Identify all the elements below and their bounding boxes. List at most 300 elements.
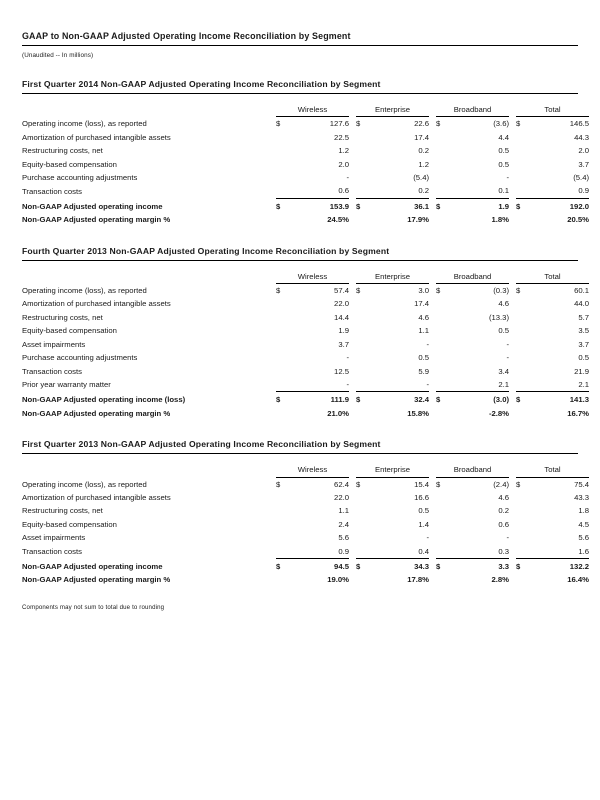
column-gap xyxy=(349,518,356,531)
cell-enterprise: 17.4 xyxy=(414,132,430,142)
column-gap xyxy=(349,213,356,226)
column-gap xyxy=(349,378,356,392)
column-header-label xyxy=(22,463,276,477)
cell-enterprise: 17.4 xyxy=(414,299,430,309)
currency-symbol xyxy=(436,213,450,226)
column-header-total: Total xyxy=(516,463,589,477)
currency-symbol: $ xyxy=(436,201,441,211)
currency-symbol: $ xyxy=(276,479,281,489)
currency-symbol xyxy=(436,573,450,586)
cell-wireless: 5.6 xyxy=(338,533,350,543)
cell-wireless: 0.6 xyxy=(290,184,349,198)
row-label: Restructuring costs, net xyxy=(22,146,103,156)
column-gap xyxy=(509,284,516,298)
cell-enterprise: 1.4 xyxy=(418,519,430,529)
column-gap xyxy=(429,213,436,226)
table-row xyxy=(22,184,589,198)
cell-enterprise: - xyxy=(426,533,430,543)
cell-broadband: 0.1 xyxy=(450,184,509,198)
currency-symbol: $ xyxy=(356,561,361,571)
cell-broadband: 3.3 xyxy=(498,561,510,571)
column-gap xyxy=(429,518,436,531)
cell-broadband: - xyxy=(506,533,510,543)
cell-broadband: 0.5 xyxy=(498,159,510,169)
currency-symbol xyxy=(276,338,290,351)
cell-total: 60.1 xyxy=(574,286,590,296)
cell-wireless: 94.5 xyxy=(334,561,350,571)
cell-total: 5.6 xyxy=(578,533,590,543)
cell-broadband: (0.3) xyxy=(493,286,510,296)
currency-symbol xyxy=(516,131,530,144)
cell-broadband: 0.2 xyxy=(498,506,510,516)
row-label: Operating income (loss), as reported xyxy=(22,479,147,489)
column-gap xyxy=(429,545,436,559)
currency-symbol xyxy=(436,144,450,157)
currency-symbol xyxy=(436,171,450,184)
currency-symbol xyxy=(436,158,450,171)
column-gap xyxy=(509,213,516,226)
currency-symbol xyxy=(356,351,370,364)
table-row xyxy=(22,311,589,324)
cell-total: 43.3 xyxy=(574,492,590,502)
currency-symbol: $ xyxy=(436,286,441,296)
column-gap xyxy=(429,378,436,392)
cell-total: 1.6 xyxy=(530,545,589,559)
currency-symbol xyxy=(276,407,290,420)
cell-total: 1.8 xyxy=(578,506,590,516)
table-row xyxy=(22,144,589,157)
column-gap xyxy=(429,144,436,157)
section-q1-2014 xyxy=(22,78,590,227)
row-label: Non-GAAP Adjusted operating income (loss) xyxy=(22,395,186,405)
column-gap xyxy=(509,392,516,407)
currency-symbol: $ xyxy=(516,479,521,489)
column-gap xyxy=(349,463,356,477)
cell-enterprise: 16.6 xyxy=(414,492,430,502)
table-row-margin xyxy=(22,573,589,586)
cell-enterprise: 22.6 xyxy=(414,119,430,129)
cell-broadband: 2.1 xyxy=(450,378,509,392)
currency-symbol xyxy=(516,184,530,198)
cell-enterprise: 17.8% xyxy=(407,575,430,585)
table-row-margin xyxy=(22,407,589,420)
currency-symbol xyxy=(436,311,450,324)
currency-symbol xyxy=(356,531,370,544)
cell-total: 3.7 xyxy=(578,339,590,349)
currency-symbol xyxy=(516,144,530,157)
currency-symbol xyxy=(276,491,290,504)
cell-broadband: -2.8% xyxy=(488,408,510,418)
column-gap xyxy=(429,558,436,573)
column-header-wireless: Wireless xyxy=(276,103,349,117)
currency-symbol xyxy=(516,365,530,378)
currency-symbol: $ xyxy=(276,561,281,571)
column-header-broadband: Broadband xyxy=(436,103,509,117)
currency-symbol xyxy=(516,158,530,171)
cell-wireless: 1.2 xyxy=(338,146,350,156)
cell-broadband: - xyxy=(506,353,510,363)
currency-symbol xyxy=(276,297,290,310)
currency-symbol xyxy=(356,158,370,171)
column-gap xyxy=(509,198,516,213)
currency-symbol: $ xyxy=(436,561,441,571)
currency-symbol: $ xyxy=(356,479,361,489)
reconciliation-table xyxy=(22,270,589,420)
column-gap xyxy=(349,531,356,544)
column-gap xyxy=(509,558,516,573)
currency-symbol xyxy=(516,213,530,226)
currency-symbol xyxy=(436,504,450,517)
currency-symbol xyxy=(356,324,370,337)
cell-wireless: 57.4 xyxy=(334,286,350,296)
column-gap xyxy=(349,338,356,351)
cell-enterprise: 15.4 xyxy=(414,479,430,489)
cell-wireless: 62.4 xyxy=(334,479,350,489)
currency-symbol xyxy=(436,351,450,364)
currency-symbol xyxy=(436,338,450,351)
cell-wireless: 3.7 xyxy=(338,339,350,349)
column-gap xyxy=(509,365,516,378)
cell-broadband: 1.9 xyxy=(498,201,510,211)
cell-total: 3.7 xyxy=(578,159,590,169)
reconciliation-table xyxy=(22,463,589,587)
row-label: Non-GAAP Adjusted operating income xyxy=(22,201,163,211)
cell-total: (5.4) xyxy=(573,173,590,183)
currency-symbol xyxy=(516,338,530,351)
column-gap xyxy=(429,158,436,171)
row-label: Amortization of purchased intangible assets xyxy=(22,492,171,502)
row-label: Non-GAAP Adjusted operating margin % xyxy=(22,215,171,225)
column-gap xyxy=(429,338,436,351)
cell-wireless: 12.5 xyxy=(334,366,350,376)
column-gap xyxy=(349,491,356,504)
table-row xyxy=(22,545,589,559)
currency-symbol xyxy=(356,378,370,392)
table-header-row xyxy=(22,463,589,477)
cell-broadband: 4.4 xyxy=(498,132,510,142)
cell-broadband: 3.4 xyxy=(498,366,510,376)
currency-symbol: $ xyxy=(516,395,521,405)
column-gap xyxy=(509,491,516,504)
cell-broadband: (3.6) xyxy=(493,119,510,129)
section-title: Fourth Quarter 2013 Non-GAAP Adjusted Operating Income Reconciliation by Segment xyxy=(22,245,578,261)
column-header-label xyxy=(22,103,276,117)
table-row xyxy=(22,351,589,364)
column-gap xyxy=(349,351,356,364)
cell-wireless: 19.0% xyxy=(327,575,350,585)
table-row xyxy=(22,378,589,392)
column-gap xyxy=(429,477,436,491)
table-row xyxy=(22,491,589,504)
column-gap xyxy=(509,144,516,157)
column-header-total: Total xyxy=(516,103,589,117)
cell-enterprise: 1.2 xyxy=(418,159,430,169)
column-gap xyxy=(349,504,356,517)
currency-symbol: $ xyxy=(276,201,281,211)
cell-total: 2.1 xyxy=(530,378,589,392)
column-gap xyxy=(349,284,356,298)
cell-enterprise: (5.4) xyxy=(413,173,430,183)
column-header-broadband: Broadband xyxy=(436,270,509,284)
currency-symbol xyxy=(436,297,450,310)
cell-total: 141.3 xyxy=(569,395,590,405)
column-gap xyxy=(429,407,436,420)
cell-wireless: - xyxy=(346,173,350,183)
column-gap xyxy=(509,518,516,531)
cell-broadband: 4.6 xyxy=(498,299,510,309)
column-header-enterprise: Enterprise xyxy=(356,103,429,117)
cell-broadband: (2.4) xyxy=(493,479,510,489)
row-label: Amortization of purchased intangible assets xyxy=(22,132,171,142)
cell-enterprise: - xyxy=(370,378,429,392)
table-row xyxy=(22,158,589,171)
column-gap xyxy=(349,365,356,378)
currency-symbol: $ xyxy=(436,119,441,129)
currency-symbol xyxy=(276,545,290,559)
row-label: Equity-based compensation xyxy=(22,326,117,336)
currency-symbol xyxy=(356,365,370,378)
column-gap xyxy=(349,171,356,184)
currency-symbol: $ xyxy=(436,395,441,405)
cell-total: 3.5 xyxy=(578,326,590,336)
currency-symbol xyxy=(516,518,530,531)
currency-symbol xyxy=(356,338,370,351)
cell-broadband: 0.5 xyxy=(498,146,510,156)
row-label: Restructuring costs, net xyxy=(22,312,103,322)
column-gap xyxy=(509,131,516,144)
row-label: Operating income (loss), as reported xyxy=(22,286,147,296)
cell-total: 75.4 xyxy=(574,479,590,489)
currency-symbol: $ xyxy=(276,395,281,405)
column-gap xyxy=(429,198,436,213)
currency-symbol xyxy=(276,171,290,184)
currency-symbol xyxy=(276,158,290,171)
currency-symbol xyxy=(436,184,450,198)
cell-wireless: 2.4 xyxy=(338,519,350,529)
column-gap xyxy=(429,463,436,477)
cell-broadband: 0.5 xyxy=(498,326,510,336)
currency-symbol xyxy=(356,171,370,184)
column-gap xyxy=(509,351,516,364)
column-gap xyxy=(509,338,516,351)
cell-enterprise: 17.9% xyxy=(407,215,430,225)
row-label: Purchase accounting adjustments xyxy=(22,353,138,363)
cell-enterprise: 5.9 xyxy=(418,366,430,376)
cell-wireless: 22.5 xyxy=(334,132,350,142)
column-gap xyxy=(429,351,436,364)
cell-broadband: - xyxy=(506,339,510,349)
cell-enterprise: 4.6 xyxy=(418,312,430,322)
column-gap xyxy=(349,297,356,310)
currency-symbol xyxy=(516,491,530,504)
column-gap xyxy=(509,378,516,392)
column-gap xyxy=(349,477,356,491)
section-title: First Quarter 2014 Non-GAAP Adjusted Operating Income Reconciliation by Segment xyxy=(22,78,578,94)
column-gap xyxy=(509,311,516,324)
table-row xyxy=(22,117,589,131)
document-subtitle: (Unaudited -- In millions) xyxy=(22,52,94,59)
cell-total: 16.4% xyxy=(567,575,590,585)
table-row xyxy=(22,171,589,184)
currency-symbol xyxy=(356,311,370,324)
row-label: Amortization of purchased intangible assets xyxy=(22,299,171,309)
column-header-broadband: Broadband xyxy=(436,463,509,477)
column-gap xyxy=(349,158,356,171)
cell-enterprise: 1.1 xyxy=(418,326,430,336)
currency-symbol xyxy=(516,171,530,184)
document-header xyxy=(22,30,578,60)
cell-total: 146.5 xyxy=(569,119,590,129)
column-gap xyxy=(429,365,436,378)
reconciliation-table xyxy=(22,103,589,227)
column-gap xyxy=(509,531,516,544)
currency-symbol xyxy=(436,491,450,504)
currency-symbol xyxy=(436,378,450,392)
cell-total: 2.0 xyxy=(578,146,590,156)
column-gap xyxy=(349,184,356,198)
column-header-enterprise: Enterprise xyxy=(356,270,429,284)
currency-symbol xyxy=(436,545,450,559)
cell-broadband: (3.0) xyxy=(493,395,510,405)
section-q4-2013 xyxy=(22,245,590,420)
section-title: First Quarter 2013 Non-GAAP Adjusted Operating Income Reconciliation by Segment xyxy=(22,438,578,454)
column-gap xyxy=(509,477,516,491)
cell-wireless: 1.9 xyxy=(338,326,350,336)
currency-symbol xyxy=(516,573,530,586)
column-gap xyxy=(509,504,516,517)
column-gap xyxy=(349,131,356,144)
currency-symbol xyxy=(276,573,290,586)
table-header-row xyxy=(22,270,589,284)
currency-symbol xyxy=(276,324,290,337)
currency-symbol: $ xyxy=(356,395,361,405)
column-gap xyxy=(429,324,436,337)
table-row xyxy=(22,504,589,517)
currency-symbol: $ xyxy=(276,286,281,296)
table-row xyxy=(22,365,589,378)
cell-wireless: 127.6 xyxy=(329,119,350,129)
currency-symbol xyxy=(356,491,370,504)
page-title: GAAP to Non-GAAP Adjusted Operating Income Reconciliation by Segment xyxy=(22,30,578,46)
cell-wireless: 0.9 xyxy=(290,545,349,559)
currency-symbol xyxy=(436,407,450,420)
cell-wireless: 1.1 xyxy=(338,506,350,516)
currency-symbol xyxy=(436,531,450,544)
cell-enterprise: 3.0 xyxy=(418,286,430,296)
cell-total: 5.7 xyxy=(578,312,590,322)
currency-symbol xyxy=(516,324,530,337)
sections-container xyxy=(22,78,590,587)
column-header-wireless: Wireless xyxy=(276,463,349,477)
table-row-margin xyxy=(22,213,589,226)
currency-symbol xyxy=(356,545,370,559)
currency-symbol xyxy=(276,518,290,531)
row-label: Non-GAAP Adjusted operating margin % xyxy=(22,575,171,585)
column-gap xyxy=(429,184,436,198)
row-label: Transaction costs xyxy=(22,366,82,376)
column-gap xyxy=(509,103,516,117)
column-gap xyxy=(349,270,356,284)
column-gap xyxy=(429,171,436,184)
cell-wireless: - xyxy=(290,378,349,392)
cell-enterprise: 34.3 xyxy=(414,561,430,571)
currency-symbol xyxy=(516,378,530,392)
row-label: Asset impairments xyxy=(22,533,86,543)
column-gap xyxy=(349,545,356,559)
row-label: Equity-based compensation xyxy=(22,159,117,169)
column-gap xyxy=(509,324,516,337)
currency-symbol: $ xyxy=(516,286,521,296)
cell-enterprise: 0.2 xyxy=(370,184,429,198)
cell-wireless: - xyxy=(346,353,350,363)
cell-enterprise: 36.1 xyxy=(414,201,430,211)
column-gap xyxy=(429,392,436,407)
table-row xyxy=(22,518,589,531)
table-header-row xyxy=(22,103,589,117)
cell-broadband: 0.3 xyxy=(450,545,509,559)
cell-total: 21.9 xyxy=(574,366,590,376)
column-gap xyxy=(349,558,356,573)
table-row-total xyxy=(22,558,589,573)
column-header-total: Total xyxy=(516,270,589,284)
cell-total: 20.5% xyxy=(567,215,590,225)
currency-symbol xyxy=(516,407,530,420)
currency-symbol xyxy=(276,184,290,198)
currency-symbol xyxy=(356,213,370,226)
column-gap xyxy=(349,198,356,213)
column-gap xyxy=(349,103,356,117)
currency-symbol xyxy=(356,131,370,144)
cell-total: 4.5 xyxy=(578,519,590,529)
table-row xyxy=(22,324,589,337)
cell-total: 16.7% xyxy=(567,408,590,418)
currency-symbol xyxy=(436,365,450,378)
table-row xyxy=(22,131,589,144)
table-row xyxy=(22,477,589,491)
currency-symbol xyxy=(356,573,370,586)
cell-wireless: 2.0 xyxy=(338,159,350,169)
column-gap xyxy=(349,311,356,324)
currency-symbol: $ xyxy=(516,201,521,211)
currency-symbol xyxy=(356,407,370,420)
currency-symbol xyxy=(276,131,290,144)
currency-symbol xyxy=(436,131,450,144)
section-q1-2013 xyxy=(22,438,590,587)
currency-symbol xyxy=(516,297,530,310)
column-gap xyxy=(509,545,516,559)
table-row-total xyxy=(22,392,589,407)
row-label: Restructuring costs, net xyxy=(22,506,103,516)
column-gap xyxy=(429,284,436,298)
cell-enterprise: - xyxy=(426,339,430,349)
column-gap xyxy=(509,407,516,420)
row-label: Non-GAAP Adjusted operating income xyxy=(22,561,163,571)
currency-symbol xyxy=(276,351,290,364)
column-gap xyxy=(429,103,436,117)
column-gap xyxy=(509,463,516,477)
cell-broadband: (13.3) xyxy=(488,312,510,322)
column-gap xyxy=(429,297,436,310)
currency-symbol xyxy=(356,184,370,198)
currency-symbol xyxy=(356,297,370,310)
currency-symbol xyxy=(356,144,370,157)
column-gap xyxy=(349,573,356,586)
cell-broadband: 2.8% xyxy=(491,575,510,585)
cell-wireless: 14.4 xyxy=(334,312,350,322)
column-gap xyxy=(429,131,436,144)
cell-enterprise: 32.4 xyxy=(414,395,430,405)
cell-broadband: - xyxy=(506,173,510,183)
